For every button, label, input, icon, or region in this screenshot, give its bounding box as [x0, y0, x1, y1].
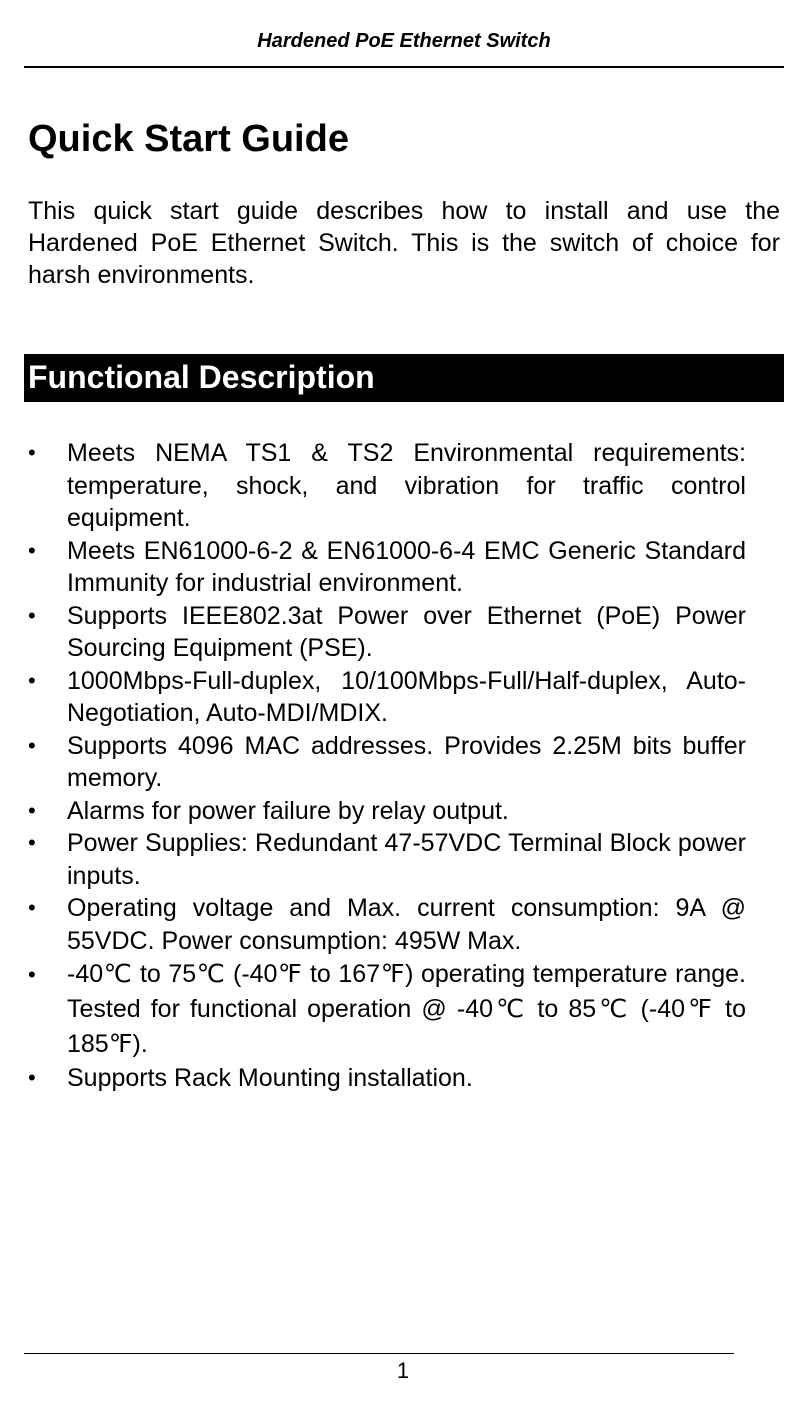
list-item	[28, 795, 746, 828]
bullet-icon: •	[28, 602, 36, 628]
bullet-icon: •	[28, 962, 36, 987]
list-item	[28, 957, 746, 1062]
bullet-icon: •	[28, 537, 36, 563]
page-number: 1	[396, 1358, 410, 1383]
section-heading-bar	[24, 354, 784, 402]
bullet-icon: •	[28, 732, 36, 758]
list-item	[28, 600, 746, 665]
feature-text: Meets NEMA TS1 & TS2 Environmental requirements: temperature, shock, and vibration for traffic control equipment.	[67, 439, 746, 532]
list-item	[28, 437, 746, 535]
feature-text: -40℃ to 75℃ (-40℉ to 167℉) operating temperature range. Tested for functional operation @ -40℃ to 85℃ (-40℉ to 185℉).	[67, 960, 746, 1058]
bullet-icon: •	[28, 797, 36, 823]
feature-text: Supports IEEE802.3at Power over Ethernet (PoE) Power Sourcing Equipment (PSE).	[67, 601, 746, 662]
footer-divider	[24, 1353, 734, 1354]
bullet-icon: •	[28, 895, 36, 920]
feature-text: Supports 4096 MAC addresses. Provides 2.25M bits buffer memory.	[67, 731, 746, 792]
feature-text: 1000Mbps-Full-duplex, 10/100Mbps-Full/Half-duplex, Auto-Negotiation, Auto-MDI/MDIX.	[67, 666, 746, 727]
bullet-icon: •	[28, 440, 36, 465]
feature-text: Alarms for power failure by relay output.	[67, 796, 509, 825]
running-header: Hardened PoE Ethernet Switch	[257, 30, 551, 52]
intro-paragraph: This quick start guide describes how to install and use the Hardened PoE Ethernet Switch. This is the switch of choice for harsh environments.	[28, 197, 780, 289]
list-item	[28, 1062, 746, 1095]
page-title: Quick Start Guide	[28, 118, 349, 160]
list-item	[28, 892, 746, 957]
list-item	[28, 730, 746, 795]
feature-text: Meets EN61000-6-2 & EN61000-6-4 EMC Generic Standard Immunity for industrial environment.	[67, 536, 746, 597]
bullet-icon: •	[28, 830, 36, 855]
bullet-icon: •	[28, 667, 36, 693]
section-title: Functional Description	[28, 359, 375, 395]
feature-text: Supports Rack Mounting installation.	[67, 1064, 473, 1092]
bullet-icon: •	[28, 1065, 36, 1090]
header-divider	[24, 66, 784, 68]
list-item	[28, 827, 746, 892]
feature-text: Power Supplies: Redundant 47-57VDC Terminal Block power inputs.	[67, 829, 746, 890]
list-item	[28, 665, 746, 730]
list-item	[28, 535, 746, 600]
feature-text: Operating voltage and Max. current consumption: 9A @ 55VDC. Power consumption: 495W Max.	[67, 894, 746, 955]
feature-list	[28, 437, 746, 1095]
